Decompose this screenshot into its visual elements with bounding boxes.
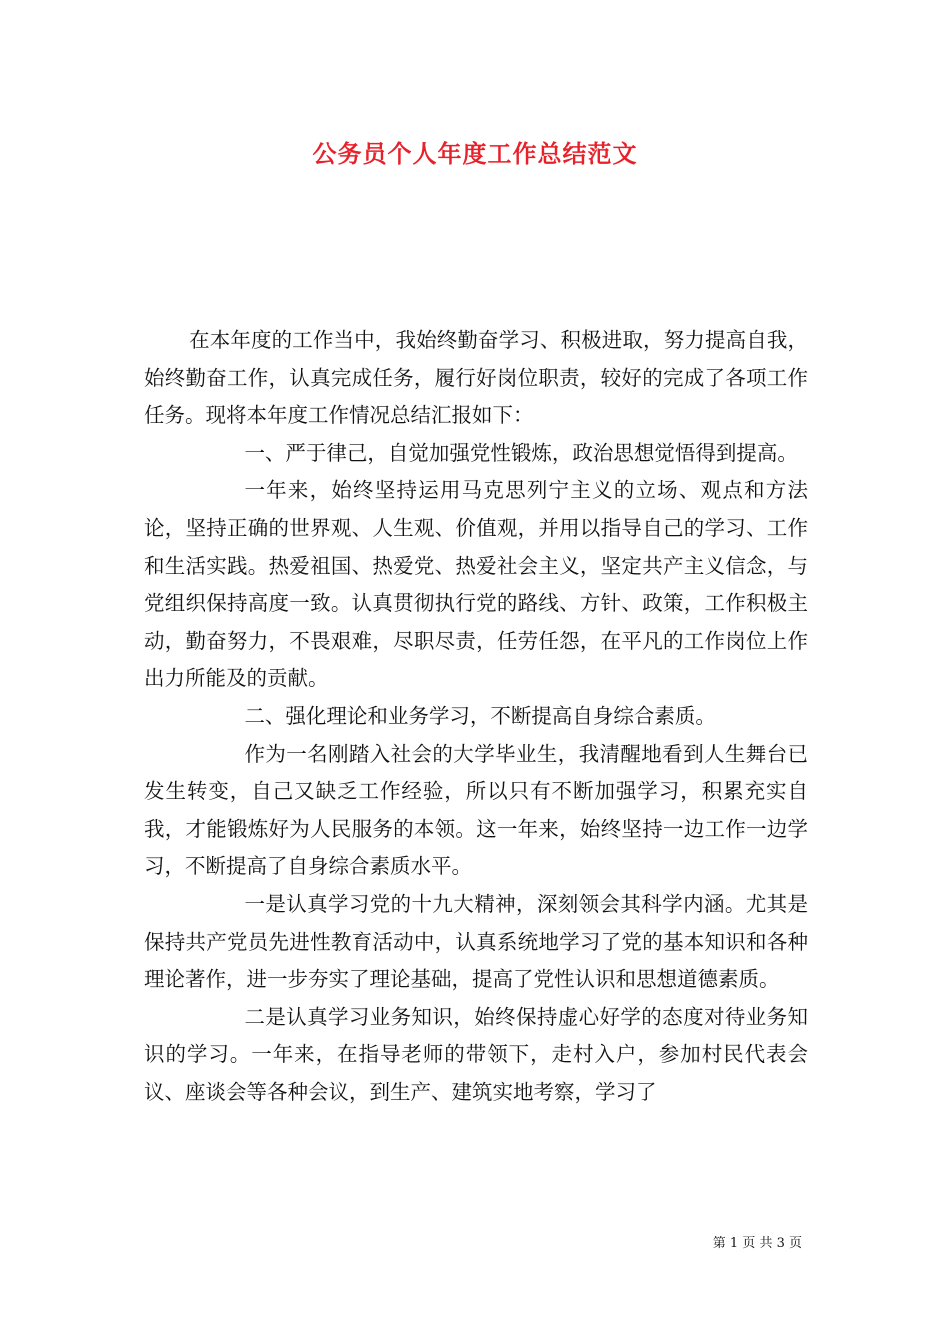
paragraph-graduate: 作为一名刚踏入社会的大学毕业生，我清醒地看到人生舞台已发生转变，自己又缺乏工作经验，所以只有不断加强学习，积累充实自我，才能锻炼好为人民服务的本领。这一年来，始终坚持一边工作一边学习，不断提高了自身综合素质水平。 bbox=[144, 741, 808, 879]
page-number: 第 1 页 共 3 页 bbox=[712, 1236, 802, 1251]
paragraph-intro: 在本年度的工作当中，我始终勤奋学习、积极进取，努力提高自我，始终勤奋工作，认真完成任务，履行好岗位职责，较好的完成了各项工作任务。现将本年度工作情况总结汇报如下： bbox=[144, 328, 808, 428]
document-title: 公务员个人年度工作总结范文 bbox=[312, 139, 638, 168]
section-heading-1: 一、严于律己，自觉加强党性锻炼，政治思想觉悟得到提高。 bbox=[244, 440, 798, 465]
section-heading-2: 二、强化理论和业务学习，不断提高自身综合素质。 bbox=[244, 703, 716, 728]
document-body bbox=[144, 322, 808, 1111]
paragraph-business-study: 二是认真学习业务知识，始终保持虚心好学的态度对待业务知识的学习。一年来，在指导老师的带领下，走村入户，参加村民代表会议、座谈会等各种会议，到生产、建筑实地考察，学习了 bbox=[144, 1004, 808, 1104]
paragraph-party-study: 一是认真学习党的十九大精神，深刻领会其科学内涵。尤其是保持共产党员先进性教育活动中，认真系统地学习了党的基本知识和各种理论著作，进一步夯实了理论基础，提高了党性认识和思想道德素质。 bbox=[144, 891, 808, 992]
paragraph-politics: 一年来，始终坚持运用马克思列宁主义的立场、观点和方法论，坚持正确的世界观、人生观、价值观，并用以指导自己的学习、工作和生活实践。热爱祖国、热爱党、热爱社会主义，坚定共产主义信念，与党组织保持高度一致。认真贯彻执行党的路线、方针、政策，工作积极主动，勤奋努力，不畏艰难，尽职尽责，任劳任怨，在平凡的工作岗位上作出力所能及的贡献。 bbox=[144, 478, 808, 691]
